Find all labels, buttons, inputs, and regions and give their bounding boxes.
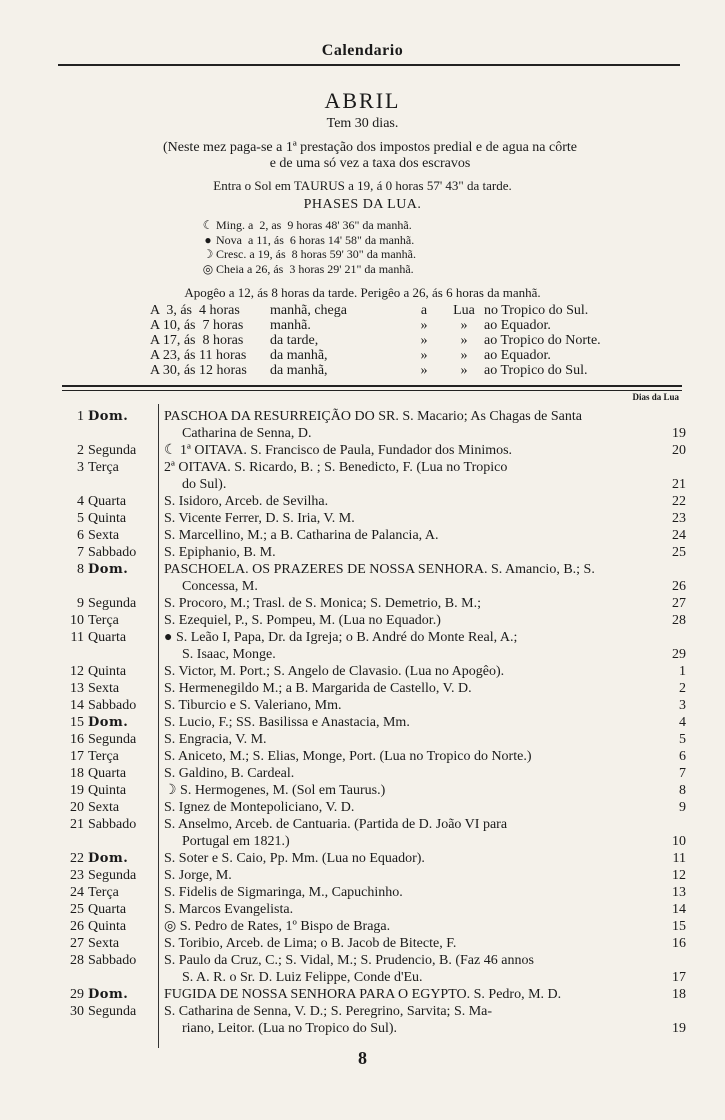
transit-row: [150, 363, 630, 378]
phase-text: Cheia a 26, ás 3 horas 29' 21" da manhã.: [216, 261, 414, 276]
moon-day: 20: [672, 443, 686, 458]
weekday: Sexta: [88, 800, 120, 815]
phase-row: [200, 247, 560, 262]
day-number: 20: [70, 800, 84, 815]
transit-row: [150, 318, 630, 333]
day-number: 21: [70, 817, 84, 832]
month-title: ABRIL: [324, 88, 401, 113]
moon-day: 16: [672, 936, 686, 951]
saints-entry: [164, 680, 642, 697]
moon-day: 19: [672, 1021, 686, 1036]
saints-entry: [164, 408, 642, 442]
tax-note-line: e de uma só vez a taxa dos escravos: [269, 156, 471, 171]
moon-phase-icon: ●: [204, 232, 212, 247]
saints-entry: [164, 527, 642, 544]
weekday: Segunda: [88, 443, 137, 458]
saints-entry: [164, 952, 642, 986]
saints-entry: [164, 459, 642, 493]
transit-cell: »: [420, 318, 428, 333]
day-row: [0, 731, 725, 748]
moon-day: 6: [679, 749, 686, 764]
transit-cell: ao Tropico do Norte.: [484, 333, 601, 348]
weekday: Terça: [88, 749, 119, 764]
day-number: 28: [70, 953, 84, 968]
day-number: 9: [77, 596, 84, 611]
moon-phases: [200, 218, 560, 276]
saints-line: S. Ignez de Montepoliciano, V. D.: [164, 800, 355, 815]
tax-note-line: (Neste mez paga-se a 1ª prestação dos impostos predial e de agua na côrte: [163, 140, 577, 155]
day-number: 24: [70, 885, 84, 900]
phase-text: Cresc. a 19, ás 8 horas 59' 30" da manhã.: [216, 247, 417, 261]
day-row: [0, 714, 725, 731]
moon-day: 23: [672, 511, 686, 526]
page-number: 8: [358, 1048, 367, 1068]
transit-cell: »: [460, 348, 468, 363]
day-number: 16: [70, 732, 84, 747]
saints-entry: [164, 663, 642, 680]
day-row: [0, 561, 725, 595]
saints-line: S. Jorge, M.: [164, 868, 232, 883]
phase-text: Nova a 11, ás 6 horas 14' 58" da manhã.: [216, 232, 415, 247]
saints-line: S. Hermenegildo M.; a B. Margarida de Castello, V. D.: [164, 681, 472, 696]
transit-cell: da manhã,: [270, 348, 328, 363]
saints-line: S. Toribio, Arceb. de Lima; o B. Jacob de Bitecte, F.: [164, 936, 457, 951]
moon-day: 29: [672, 647, 686, 662]
saints-entry: [164, 595, 642, 612]
apsides-line: Apogêo a 12, ás 8 horas da tarde. Perigêo a 26, ás 6 horas da manhã.: [184, 285, 541, 300]
saints-line: 2ª OITAVA. S. Ricardo, B. ; S. Benedicto, F. (Lua no Tropico: [164, 460, 508, 475]
weekday: Terça: [88, 885, 119, 900]
day-row: [0, 527, 725, 544]
day-row: [0, 748, 725, 765]
saints-entry: [164, 884, 642, 901]
saints-line: S. Procoro, M.; Trasl. de S. Monica; S. Demetrio, B. M.;: [164, 596, 481, 611]
saints-line: S. Isaac, Monge.: [182, 647, 276, 662]
day-number: 14: [70, 698, 84, 713]
day-row: [0, 782, 725, 799]
transit-cell: »: [420, 348, 428, 363]
transit-cell: Lua: [453, 303, 475, 318]
saints-line: S. Catharina de Senna, V. D.; S. Peregrino, Sarvita; S. Ma-: [164, 1004, 493, 1019]
weekday: Segunda: [88, 868, 137, 883]
day-number: 1: [77, 409, 84, 424]
transit-cell: da manhã,: [270, 363, 328, 378]
transit-cell: »: [460, 333, 468, 348]
moon-day: 22: [672, 494, 686, 509]
weekday: Dom.: [88, 562, 129, 577]
weekday: Segunda: [88, 1004, 137, 1019]
day-number: 15: [70, 715, 84, 730]
transit-row: [150, 333, 630, 348]
day-row: [0, 442, 725, 459]
weekday: Sabbado: [88, 817, 137, 832]
weekday: Sabbado: [88, 953, 137, 968]
moon-day: 19: [672, 426, 686, 441]
saints-line: S. Fidelis de Sigmaringa, M., Capuchinho.: [164, 885, 403, 900]
saints-line: S. Tiburcio e S. Valeriano, Mm.: [164, 698, 342, 713]
transit-row: [150, 303, 630, 318]
saints-line: S. Engracia, V. M.: [164, 732, 267, 747]
day-row: [0, 952, 725, 986]
transit-row: [150, 348, 630, 363]
day-number: 30: [70, 1004, 84, 1019]
weekday: Sexta: [88, 936, 120, 951]
day-row: [0, 408, 725, 442]
moon-day: 14: [672, 902, 686, 917]
day-number: 12: [70, 664, 84, 679]
moon-day: 15: [672, 919, 686, 934]
saints-entry: [164, 612, 642, 629]
saints-line: do Sul).: [182, 477, 227, 492]
day-row: [0, 629, 725, 663]
saints-entry: [164, 918, 642, 935]
phase-row: [200, 262, 560, 277]
saints-entry: [164, 867, 642, 884]
saints-line: S. Galdino, B. Cardeal.: [164, 766, 295, 781]
day-row: [0, 697, 725, 714]
transit-cell: A 17, ás 8 horas: [150, 333, 244, 348]
weekday: Sexta: [88, 528, 120, 543]
day-number: 6: [77, 528, 84, 543]
day-number: 5: [77, 511, 84, 526]
saints-line: S. Isidoro, Arceb. de Sevilha.: [164, 494, 329, 509]
saints-entry: [164, 544, 642, 561]
saints-entry: [164, 782, 642, 799]
phases-title: PHASES DA LUA.: [303, 197, 422, 212]
weekday: Quarta: [88, 494, 127, 509]
saints-entry: [164, 901, 642, 918]
saints-line: S. Aniceto, M.; S. Elias, Monge, Port. (Lua no Tropico do Norte.): [164, 749, 532, 764]
weekday: Quarta: [88, 902, 127, 917]
day-row: [0, 850, 725, 867]
day-row: [0, 867, 725, 884]
day-number: 13: [70, 681, 84, 696]
moon-day: 1: [679, 664, 686, 679]
saints-line: S. Soter e S. Caio, Pp. Mm. (Lua no Equador).: [164, 851, 425, 866]
day-number: 4: [77, 494, 84, 509]
day-number: 26: [70, 919, 84, 934]
day-number: 10: [70, 613, 84, 628]
transit-cell: A 30, ás 12 horas: [150, 363, 247, 378]
day-number: 22: [70, 851, 84, 866]
moon-day: 7: [679, 766, 686, 781]
day-number: 23: [70, 868, 84, 883]
weekday: Quinta: [88, 919, 127, 934]
moon-phase-icon: ◎: [202, 261, 214, 276]
weekday: Quinta: [88, 783, 127, 798]
moon-day: 12: [672, 868, 686, 883]
saints-entry: [164, 748, 642, 765]
day-number: 17: [70, 749, 84, 764]
saints-line: S. Lucio, F.; SS. Basilissa e Anastacia, Mm.: [164, 715, 410, 730]
saints-line: riano, Leitor. (Lua no Tropico do Sul).: [182, 1021, 398, 1036]
moon-days-header: Dias da Lua: [632, 392, 679, 402]
saints-line: S. Epiphanio, B. M.: [164, 545, 276, 560]
day-number: 11: [70, 630, 84, 645]
day-row: [0, 901, 725, 918]
saints-line: S. Marcos Evangelista.: [164, 902, 294, 917]
day-row: [0, 459, 725, 493]
moon-day: 17: [672, 970, 686, 985]
saints-line: S. Victor, M. Port.; S. Angelo de Clavasio. (Lua no Apogêo).: [164, 664, 505, 679]
saints-entry: [164, 731, 642, 748]
day-number: 8: [77, 562, 84, 577]
phase-row: [200, 233, 560, 248]
saints-line: PASCHOELA. OS PRAZERES DE NOSSA SENHORA. S. Amancio, B.; S.: [164, 562, 595, 577]
saints-entry: [164, 765, 642, 782]
moon-day: 11: [672, 851, 686, 866]
day-number: 7: [77, 545, 84, 560]
day-number: 25: [70, 902, 84, 917]
moon-day: 25: [672, 545, 686, 560]
day-row: [0, 1003, 725, 1037]
tax-note: [60, 140, 680, 172]
weekday: Quinta: [88, 511, 127, 526]
saints-line: ● S. Leão I, Papa, Dr. da Igreja; o B. André do Monte Real, A.;: [164, 630, 518, 645]
moon-day: 3: [679, 698, 686, 713]
saints-entry: [164, 799, 642, 816]
transit-cell: »: [420, 363, 428, 378]
moon-day: 27: [672, 596, 686, 611]
moon-transits: [150, 303, 630, 378]
day-row: [0, 510, 725, 527]
day-number: 3: [77, 460, 84, 475]
moon-day: 2: [679, 681, 686, 696]
saints-entry: [164, 1003, 642, 1037]
saints-line: ◎ S. Pedro de Rates, 1º Bispo de Braga.: [164, 919, 391, 934]
transit-cell: »: [420, 333, 428, 348]
saints-line: ☾ 1ª OITAVA. S. Francisco de Paula, Fundador dos Minimos.: [164, 443, 513, 458]
moon-phase-icon: ☽: [202, 247, 214, 261]
transit-cell: A 23, ás 11 horas: [150, 348, 247, 363]
transit-cell: a: [420, 303, 428, 318]
saints-line: S. Ezequiel, P., S. Pompeu, M. (Lua no Equador.): [164, 613, 441, 628]
saints-entry: [164, 714, 642, 731]
weekday: Dom.: [88, 715, 129, 730]
saints-line: S. Anselmo, Arceb. de Cantuaria. (Partida de D. João VI para: [164, 817, 508, 832]
moon-day: 4: [679, 715, 686, 730]
day-number: 29: [70, 987, 84, 1002]
day-row: [0, 816, 725, 850]
day-row: [0, 680, 725, 697]
transit-cell: ao Equador.: [484, 348, 551, 363]
saints-line: Catharina de Senna, D.: [182, 426, 312, 441]
weekday: Dom.: [88, 987, 129, 1002]
transit-cell: »: [460, 318, 468, 333]
transit-cell: ao Equador.: [484, 318, 551, 333]
running-head: Calendario: [321, 42, 404, 59]
day-row: [0, 612, 725, 629]
sun-entry: Entra o Sol em TAURUS a 19, á 0 horas 57' 43" da tarde.: [213, 178, 512, 193]
day-row: [0, 595, 725, 612]
saints-entry: [164, 561, 642, 595]
day-row: [0, 918, 725, 935]
weekday: Segunda: [88, 732, 137, 747]
saints-entry: [164, 816, 642, 850]
transit-cell: manhã.: [270, 318, 311, 333]
saints-entry: [164, 850, 642, 867]
transit-cell: A 3, ás 4 horas: [150, 303, 240, 318]
day-row: [0, 765, 725, 782]
days-count: Tem 30 dias.: [326, 116, 399, 131]
day-number: 19: [70, 783, 84, 798]
saints-entry: [164, 629, 642, 663]
top-rule: [58, 64, 680, 66]
moon-day: 8: [679, 783, 686, 798]
day-number: 27: [70, 936, 84, 951]
moon-day: 24: [672, 528, 686, 543]
weekday: Dom.: [88, 851, 129, 866]
saints-line: S. Vicente Ferrer, D. S. Iria, V. M.: [164, 511, 355, 526]
day-number: 2: [77, 443, 84, 458]
transit-cell: no Tropico do Sul.: [484, 303, 589, 318]
moon-day: 9: [679, 800, 686, 815]
day-row: [0, 663, 725, 680]
double-rule: [62, 385, 682, 391]
moon-phase-icon: ☾: [202, 218, 214, 232]
weekday: Quarta: [88, 630, 127, 645]
saints-entry: [164, 493, 642, 510]
moon-day: 21: [672, 477, 686, 492]
weekday: Sexta: [88, 681, 120, 696]
saints-entry: [164, 442, 642, 459]
weekday: Terça: [88, 613, 119, 628]
day-row: [0, 493, 725, 510]
saints-line: FUGIDA DE NOSSA SENHORA PARA O EGYPTO. S. Pedro, M. D.: [164, 987, 562, 1002]
weekday: Quinta: [88, 664, 127, 679]
moon-day: 18: [672, 987, 686, 1002]
day-row: [0, 799, 725, 816]
transit-cell: da tarde,: [270, 333, 319, 348]
saints-entry: [164, 697, 642, 714]
weekday: Segunda: [88, 596, 137, 611]
saints-line: Portugal em 1821.): [182, 834, 290, 849]
moon-day: 5: [679, 732, 686, 747]
phase-row: [200, 218, 560, 233]
saints-entry: [164, 510, 642, 527]
moon-day: 28: [672, 613, 686, 628]
transit-cell: »: [460, 363, 468, 378]
day-number: 18: [70, 766, 84, 781]
transit-cell: manhã, chega: [270, 303, 347, 318]
weekday: Dom.: [88, 409, 129, 424]
saints-line: S. Paulo da Cruz, C.; S. Vidal, M.; S. Prudencio, B. (Faz 46 annos: [164, 953, 534, 968]
day-row: [0, 986, 725, 1003]
moon-day: 26: [672, 579, 686, 594]
saints-line: S. Marcellino, M.; a B. Catharina de Palancia, A.: [164, 528, 439, 543]
day-row: [0, 884, 725, 901]
weekday: Quarta: [88, 766, 127, 781]
saints-line: ☽ S. Hermogenes, M. (Sol em Taurus.): [164, 783, 386, 798]
transit-cell: ao Tropico do Sul.: [484, 363, 588, 378]
transit-cell: A 10, ás 7 horas: [150, 318, 244, 333]
weekday: Terça: [88, 460, 119, 475]
saints-line: PASCHOA DA RESURREIÇÃO DO SR. S. Macario; As Chagas de Santa: [164, 409, 582, 424]
saints-line: S. A. R. o Sr. D. Luiz Felippe, Conde d'Eu.: [182, 970, 423, 985]
weekday: Sabbado: [88, 545, 137, 560]
day-row: [0, 544, 725, 561]
saints-entry: [164, 986, 642, 1003]
moon-day: 10: [672, 834, 686, 849]
day-row: [0, 935, 725, 952]
phase-text: Ming. a 2, as 9 horas 48' 36" da manhã.: [216, 218, 412, 232]
saints-entry: [164, 935, 642, 952]
moon-day: 13: [672, 885, 686, 900]
saints-line: Concessa, M.: [182, 579, 258, 594]
weekday: Sabbado: [88, 698, 137, 713]
